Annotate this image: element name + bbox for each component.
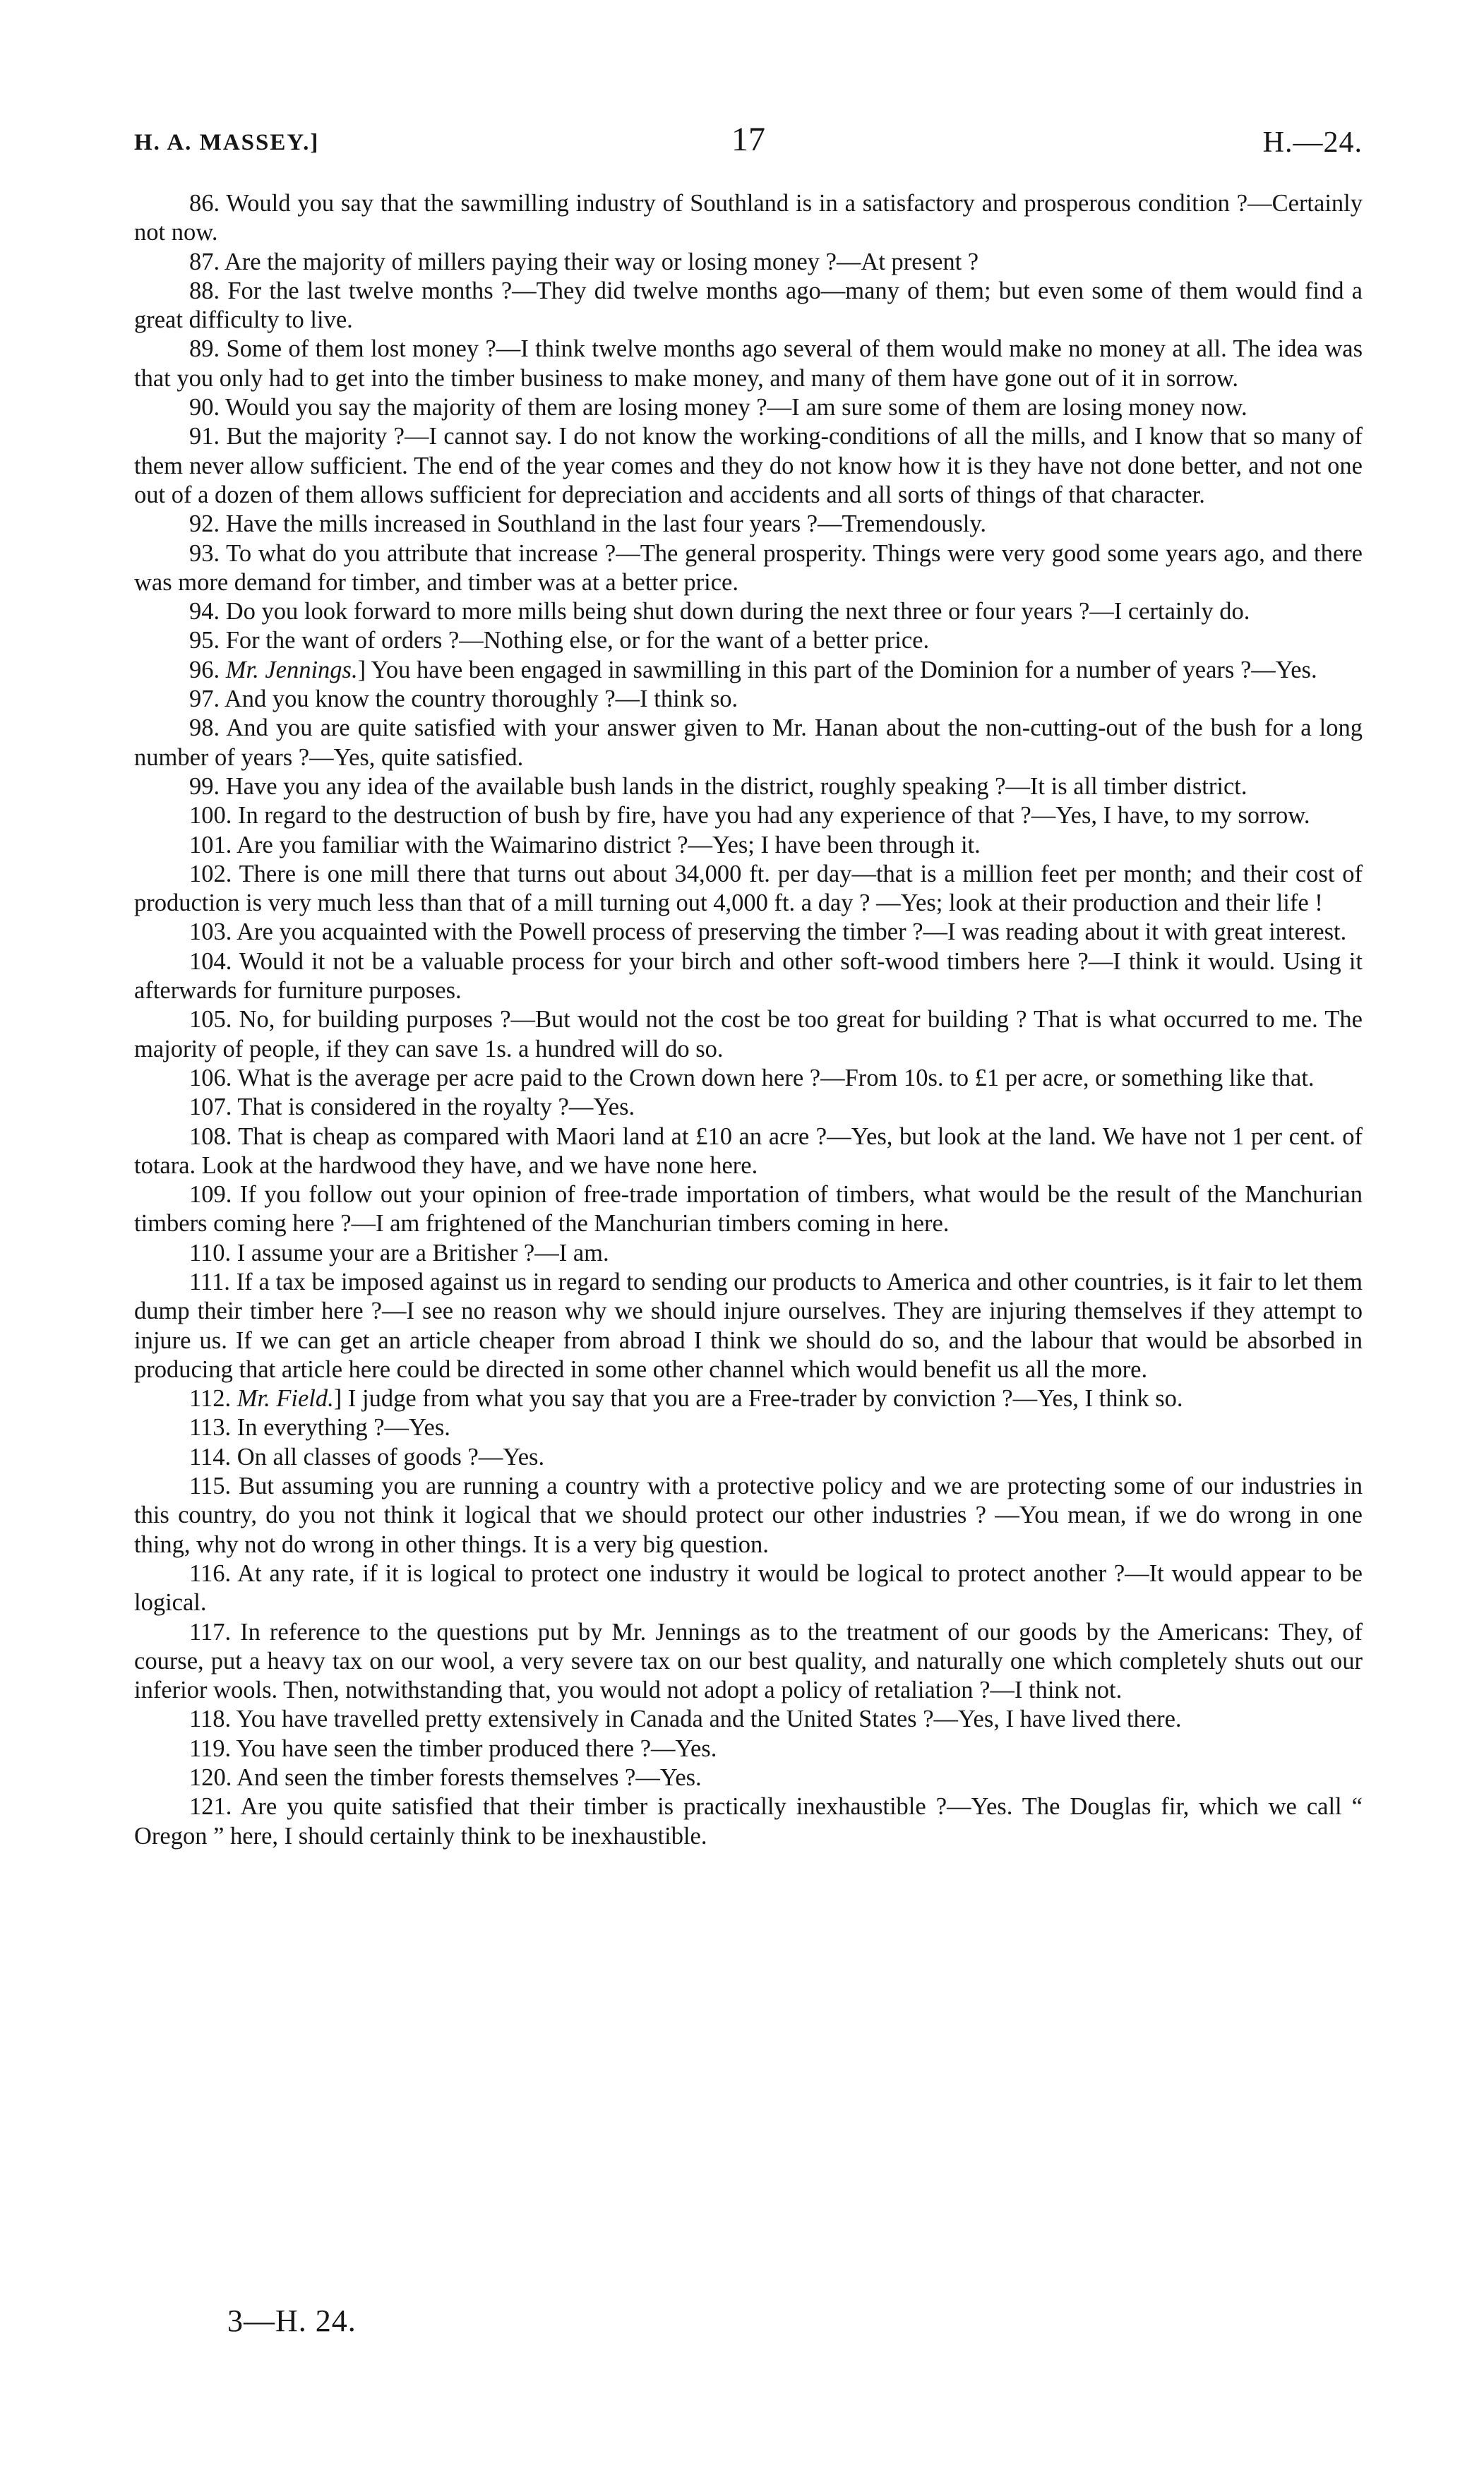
witness-name-header: H. A. MASSEY.]	[134, 130, 320, 155]
testimony-entry	[134, 1792, 1363, 1851]
testimony-entry	[134, 1443, 1363, 1472]
testimony-entry	[134, 1064, 1363, 1093]
testimony-entry	[134, 1180, 1363, 1239]
testimony-entry	[134, 656, 1363, 685]
testimony-entry	[134, 918, 1363, 947]
entry-text: 118. You have travelled pretty extensively in Canada and the United States ?—Yes, I have lived there.	[189, 1706, 1182, 1733]
page-header	[134, 120, 1363, 169]
entry-text: 102. There is one mill there that turns out about 34,000 ft. per day—that is a million feet per month; and their cost of production is very much less than that of a mill turning out 4,000 ft. a day ? —Yes; look at their production and their life !	[134, 860, 1363, 917]
entry-text: 94. Do you look forward to more mills being shut down during the next three or four years ?—I certainly do.	[189, 598, 1250, 625]
testimony-entry	[134, 1472, 1363, 1559]
testimony-entry	[134, 393, 1363, 422]
entry-number: 112.	[189, 1385, 232, 1413]
entry-text: 121. Are you quite satisfied that their timber is practically inexhaustible ?—Yes. The Douglas fir, which we call “ Oregon ” here, I should certainly think to be inexhaustible.	[134, 1793, 1363, 1850]
testimony-entry	[134, 510, 1363, 539]
entry-text: 86. Would you say that the sawmilling industry of Southland is in a satisfactory and prosperous condition ?—Certainly not now.	[134, 190, 1363, 246]
entry-text: 105. No, for building purposes ?—But would not the cost be too great for building ? That is what occurred to me. The majority of people, if they can save 1s. a hundred will do so.	[134, 1006, 1363, 1062]
testimony-entry	[134, 1122, 1363, 1181]
speaker-name: Mr. Field.	[237, 1385, 334, 1413]
entry-text: 117. In reference to the questions put by Mr. Jennings as to the treatment of our goods by the Americans: They, of course, put a heavy tax on our wool, a very severe tax on our best quality, and naturally one which completely shuts out our inferior wools. Then, notwithstanding that, you would not adopt a policy of retaliation ?—I think not.	[134, 1618, 1363, 1704]
testimony-entry	[134, 1735, 1363, 1763]
testimony-entry	[134, 772, 1363, 801]
testimony-entry	[134, 1239, 1363, 1268]
entry-text: 99. Have you any idea of the available bush lands in the district, roughly speaking ?—It is all timber district.	[189, 772, 1247, 800]
page-number: 17	[731, 121, 765, 158]
testimony-entry	[134, 539, 1363, 598]
testimony-entry	[134, 1005, 1363, 1064]
testimony-entry	[134, 335, 1363, 393]
testimony-entry	[134, 1763, 1363, 1792]
testimony-entry	[134, 1268, 1363, 1384]
entry-text: 91. But the majority ?—I cannot say. I do not know the working-conditions of all the mills, and I know that so many of them never allow sufficient. The end of the year comes and they do not know how it is they have not done better, and not one out of a dozen of them allows sufficient for depreciation and accidents and all sorts of things of that character.	[134, 423, 1363, 508]
testimony-entry	[134, 1618, 1363, 1706]
testimony-entry	[134, 1413, 1363, 1442]
entry-text: 108. That is cheap as compared with Maori land at £10 an acre ?—Yes, but look at the land. We have not 1 per cent. of totara. Look at the hardwood they have, and we have none here.	[134, 1122, 1363, 1179]
entry-text: 101. Are you familiar with the Waimarino district ?—Yes; I have been through it.	[189, 831, 981, 858]
testimony-entry	[134, 248, 1363, 277]
entry-text: 114. On all classes of goods ?—Yes.	[189, 1443, 545, 1470]
testimony-entry	[134, 626, 1363, 655]
entry-text: 98. And you are quite satisfied with your answer given to Mr. Hanan about the non-cutting-out of the bush for a long number of years ?—Yes, quite satisfied.	[134, 714, 1363, 771]
testimony-entry	[134, 860, 1363, 918]
sheet-signature: 3—H. 24.	[227, 2304, 357, 2338]
testimony-body	[134, 189, 1363, 1851]
testimony-entry	[134, 277, 1363, 335]
entry-text: 119. You have seen the timber produced there ?—Yes.	[189, 1735, 717, 1762]
testimony-entry	[134, 947, 1363, 1006]
entry-text: 88. For the last twelve months ?—They did twelve months ago—many of them; but even some of them would find a great difficulty to live.	[134, 277, 1363, 334]
entry-text: ] I judge from what you say that you are a Free-trader by conviction ?—Yes, I think so.	[333, 1385, 1183, 1413]
testimony-entry	[134, 1559, 1363, 1618]
testimony-entry	[134, 685, 1363, 714]
entry-text: 95. For the want of orders ?—Nothing else, or for the want of a better price.	[189, 627, 930, 654]
entry-text: 92. Have the mills increased in Southland in the last four years ?—Tremendously.	[189, 510, 987, 538]
entry-text: ] You have been engaged in sawmilling in this part of the Dominion for a number of years ?—Yes.	[357, 656, 1317, 683]
testimony-entry	[134, 831, 1363, 860]
entry-text: 103. Are you acquainted with the Powell process of preserving the timber ?—I was reading about it with great interest.	[189, 918, 1347, 946]
entry-text: 90. Would you say the majority of them are losing money ?—I am sure some of them are losing money now.	[189, 394, 1247, 421]
entry-text: 87. Are the majority of millers paying their way or losing money ?—At present ?	[189, 248, 979, 275]
entry-text: 89. Some of them lost money ?—I think twelve months ago several of them would make no money at all. The idea was that you only had to get into the timber business to make money, and many of them have gone out of it in sorrow.	[134, 335, 1363, 392]
paper-reference: H.—24.	[1262, 126, 1363, 159]
testimony-entry	[134, 801, 1363, 830]
entry-text: 107. That is considered in the royalty ?—Yes.	[189, 1094, 635, 1121]
testimony-entry	[134, 189, 1363, 248]
entry-text: 111. If a tax be imposed against us in regard to sending our products to America and other countries, is it fair to let them dump their timber here ?—I see no reason why we should injure ourselves. They are injuring themselves if they attempt to injure us. If we can get an article cheaper from abroad I think we should do so, and the labour that would be absorbed in producing that article here could be directed in some other channel which would benefit us all the more.	[134, 1268, 1363, 1383]
testimony-entry	[134, 1384, 1363, 1413]
entry-text: 97. And you know the country thoroughly ?—I think so.	[189, 685, 738, 713]
entry-text: 100. In regard to the destruction of bush by fire, have you had any experience of that ?—Yes, I have, to my sorrow.	[189, 802, 1310, 829]
testimony-entry	[134, 1093, 1363, 1122]
entry-text: 104. Would it not be a valuable process for your birch and other soft-wood timbers here ?—I think it would. Using it afterwards for furniture purposes.	[134, 947, 1363, 1005]
entry-text: 106. What is the average per acre paid to the Crown down here ?—From 10s. to £1 per acre, or something like that.	[189, 1064, 1315, 1091]
testimony-entry	[134, 1705, 1363, 1734]
entry-text: 93. To what do you attribute that increase ?—The general prosperity. Things were very good some years ago, and there was more demand for timber, and timber was at a better price.	[134, 539, 1363, 596]
entry-text: 115. But assuming you are running a country with a protective policy and we are protecting some of our industries in this country, do you not think it logical that we should protect our other industries ? —You mean, if we do wrong in one thing, why not do wrong in other things. It is a very big question.	[134, 1473, 1363, 1558]
testimony-entry	[134, 714, 1363, 772]
testimony-entry	[134, 597, 1363, 626]
entry-text: 109. If you follow out your opinion of free-trade importation of timbers, what would be the result of the Manchurian timbers coming here ?—I am frightened of the Manchurian timbers coming in here.	[134, 1181, 1363, 1238]
entry-text: 120. And seen the timber forests themselves ?—Yes.	[189, 1764, 702, 1792]
entry-text: 113. In everything ?—Yes.	[189, 1414, 450, 1442]
entry-number: 96.	[189, 656, 220, 683]
entry-text: 110. I assume your are a Britisher ?—I am.	[189, 1239, 609, 1266]
entry-text: 116. At any rate, if it is logical to protect one industry it would be logical to protect another ?—It would appear to be logical.	[134, 1559, 1363, 1617]
speaker-name: Mr. Jennings.	[225, 656, 358, 683]
testimony-entry	[134, 422, 1363, 510]
